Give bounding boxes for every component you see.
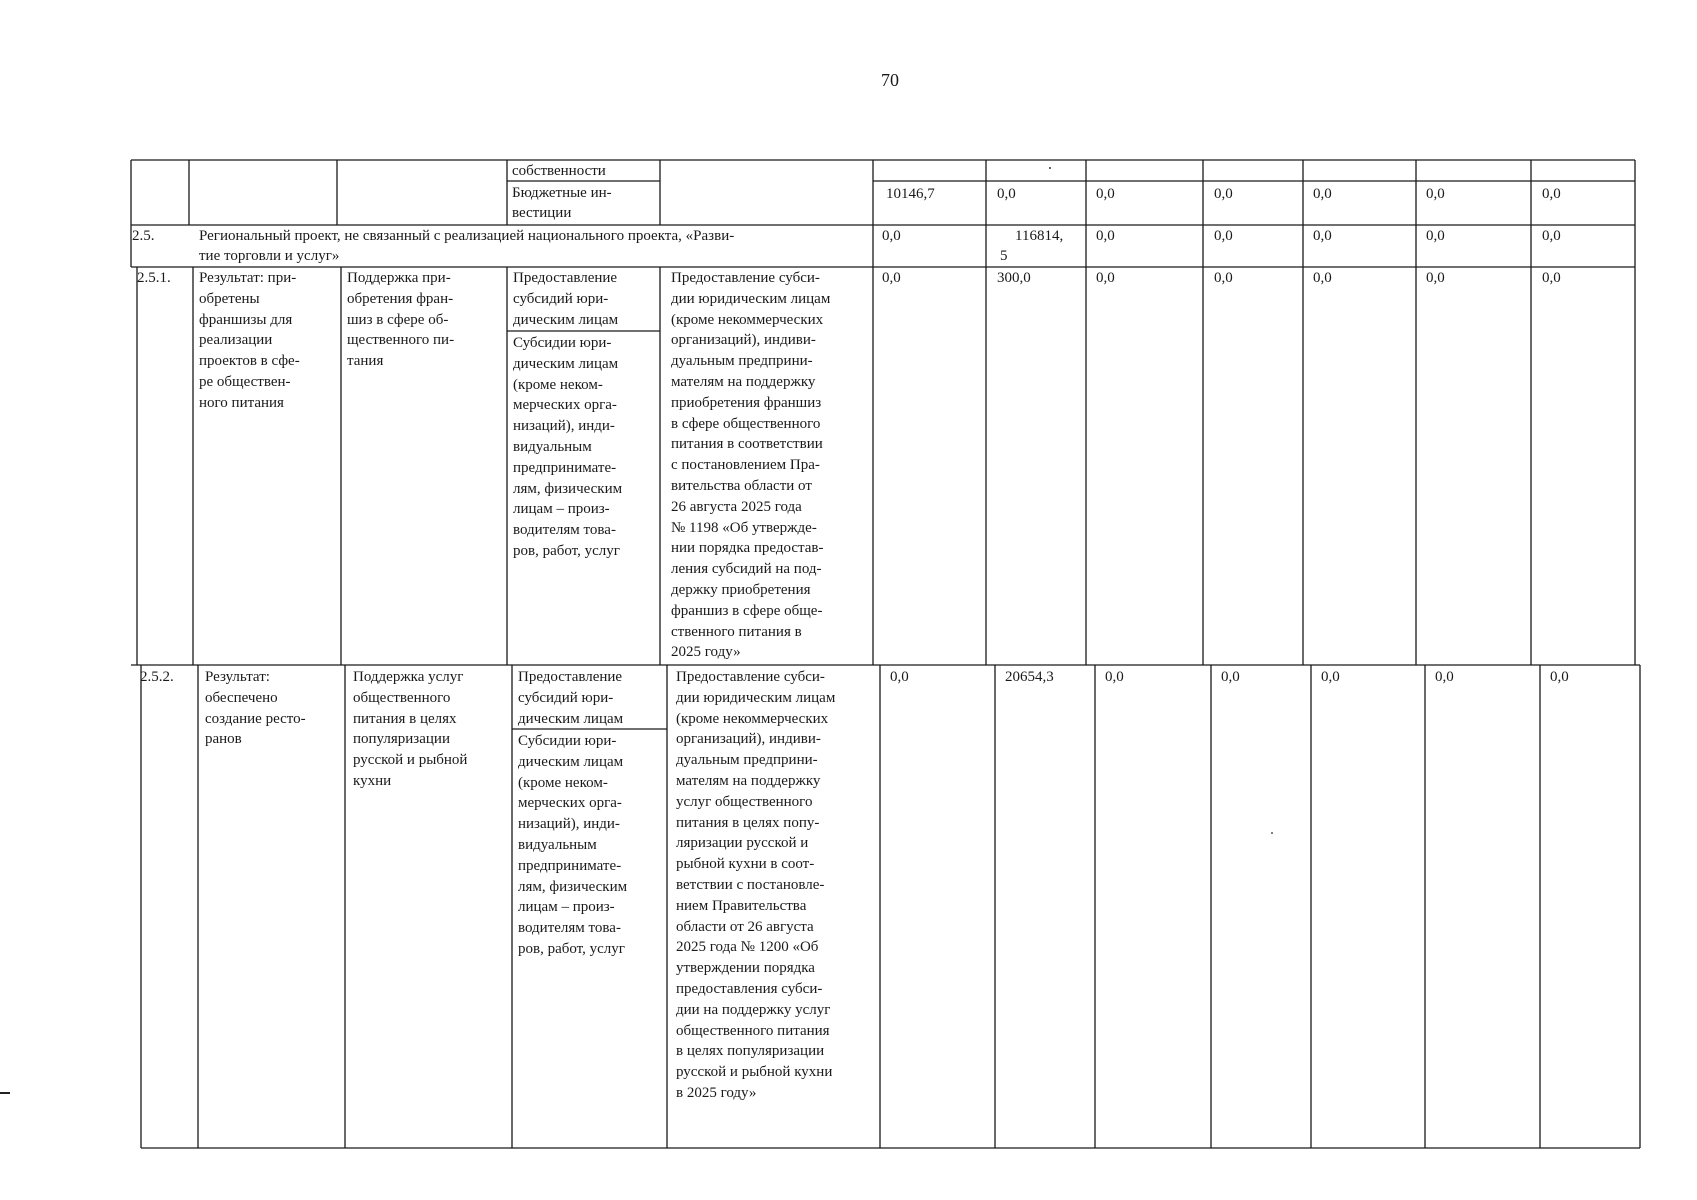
cell-line: дуальным предприни- [671,353,813,370]
cell-type-line: вестиции [512,205,572,221]
value-cell: 10146,7 [886,186,935,202]
cell-line: в целях популяризации [676,1043,825,1060]
cell-line: популяризации [353,731,450,748]
value-cell: 0,0 [1542,228,1561,244]
type-cell [513,268,618,330]
value-cell: 20654,3 [1005,669,1054,685]
cell-line: организаций), индиви- [671,332,816,349]
cell-line: предпринимате- [513,459,617,476]
margin-mark [0,1092,10,1094]
value-cell: 300,0 [997,270,1031,286]
cell-line: водителям това- [513,522,616,539]
cell-line: 2025 году» [671,644,741,661]
cell-line: 26 августа 2025 года [671,498,802,515]
cell-line: водителям това- [518,920,621,937]
cell-line: мателям на поддержку [676,772,821,789]
cell-line: дии юридическим лицам [671,290,831,307]
cell-line: Результат: [205,669,270,685]
value-cell: 0,0 [890,669,909,685]
row-number: 2.5.2. [140,669,174,685]
cell-line: обретены [199,290,260,307]
cell-line: лям, физическим [513,480,623,497]
cell-type-line: собственности [512,163,606,179]
cell-line: видуальным [518,836,597,853]
result-cell [205,667,306,750]
cell-line: питания в целях [353,710,457,727]
cell-line: шиз в сфере об- [347,311,449,328]
cell-line: дии на поддержку услуг [676,1001,831,1018]
cell-line: дическим лицам [513,355,619,372]
cell-line: низаций), инди- [513,418,615,435]
cell-line: предпринимате- [518,857,622,874]
cell-line: питания в целях попу- [676,814,820,831]
value-cell: 0,0 [1435,669,1454,685]
cell-line: мателям на поддержку [671,373,816,390]
value-cell: 0,0 [1221,669,1240,685]
cell-line: рыбной кухни в соот- [676,856,815,873]
type-cell [518,667,623,729]
cell-line: франшиз в сфере обще- [671,602,823,619]
description-cell [671,268,830,663]
value-cell: 0,0 [1542,186,1561,202]
cell-line: субсидий юри- [513,290,609,307]
value-cell: 0,0 [1105,669,1124,685]
cell-line: ров, работ, услуг [518,940,625,957]
row-number: 2.5. [132,228,155,244]
row-number: 2.5.1. [137,270,171,286]
cell-line: тания [347,353,384,370]
cell-line: Предоставление субси- [671,270,820,286]
value-cell: 0,0 [1214,270,1233,286]
cell-line: мерческих орга- [513,397,617,414]
cell-line: реализации [199,332,273,349]
cell-line: Поддержка услуг [353,669,464,685]
cell-line: услуг общественного [676,793,813,810]
cell-line: обеспечено [205,689,278,706]
measure-cell [347,268,454,372]
cell-line: нием Правительства [676,897,807,914]
value-cell: 0,0 [1426,270,1445,286]
cell-line: № 1198 «Об утвержде- [671,519,817,536]
cell-line: (кроме некоммерческих [671,311,824,328]
type-cell [513,333,622,562]
cell-line: субсидий юри- [518,689,614,706]
cell-line: ранов [205,731,242,748]
value-cell: 0,0 [1426,186,1445,202]
cell-line: проектов в сфе- [199,353,300,370]
cell-line: Поддержка при- [347,270,451,286]
cell-line: лицам – произ- [518,899,615,916]
cell-line: (кроме неком- [518,774,608,791]
cell-line: в 2025 году» [676,1084,757,1101]
page-number: 70 [881,70,899,90]
result-cell [199,268,300,414]
cell-line: общественного питания [676,1022,830,1039]
cell-line: предоставления субси- [676,980,823,997]
cell-line: видуальным [513,438,592,455]
cell-line: в сфере общественного [671,415,821,432]
cell-line: русской и рыбной [353,752,468,769]
cell-line: дуальным предприни- [676,752,818,769]
cell-line: Предоставление [513,270,618,286]
cell-line: ров, работ, услуг [513,542,620,559]
value-cell: 0,0 [1214,228,1233,244]
cell-line: области от 26 августа [676,918,814,935]
cell-line: вительства области от [671,477,812,494]
value-cell: 0,0 [997,186,1016,202]
cell-line: утверждении порядка [676,960,815,977]
value-cell: 0,0 [1096,186,1115,202]
cell-line: Субсидии юри- [513,335,612,351]
cell-line: кухни [353,772,392,789]
value-cell: 0,0 [1321,669,1340,685]
cell-line: ственного питания в [671,623,802,640]
cell-line: франшизы для [199,311,293,328]
cell-line: с постановлением Пра- [671,457,820,474]
cell-line: Результат: при- [199,270,297,286]
section-title: Региональный проект, не связанный с реализацией национального проекта, «Разви- [199,228,735,244]
cell-line: дическим лицам [518,753,624,770]
cell-line: общественного [353,689,451,706]
cell-line: Предоставление субси- [676,669,825,685]
cell-line: (кроме неком- [513,376,603,393]
cell-line: 2025 года № 1200 «Об [676,939,819,956]
value-cell: 0,0 [1096,270,1115,286]
description-cell [676,667,835,1104]
cell-line: дическим лицам [518,710,624,727]
cell-line: ре обществен- [199,373,291,390]
cell-line: мерческих орга- [518,795,622,812]
value-cell: 0,0 [882,228,901,244]
cell-line: дии юридическим лицам [676,689,836,706]
cell-line: ления субсидий на под- [671,561,822,578]
scan-speck [1271,832,1273,834]
cell-line: организаций), индиви- [676,731,821,748]
cell-line: создание ресто- [205,710,306,727]
value-cell: 0,0 [1550,669,1569,685]
value-cell: 0,0 [1214,186,1233,202]
cell-line: низаций), инди- [518,816,620,833]
value-cell: 0,0 [1426,228,1445,244]
cell-type-line: Бюджетные ин- [512,185,612,201]
cell-line: щественного пи- [347,332,455,349]
type-cell [518,731,627,960]
cell-line: обретения фран- [347,290,454,307]
cell-line: питания в соответствии [671,436,823,453]
cell-line: (кроме некоммерческих [676,710,829,727]
cell-line: ветствии с постановле- [676,876,825,893]
cell-line: нии порядка предостав- [671,540,824,557]
measure-cell [353,667,467,792]
value-cell: 0,0 [882,270,901,286]
value-cell: 0,0 [1313,270,1332,286]
cell-line: русской и рыбной кухни [676,1064,833,1081]
cell-line: ного питания [199,394,284,411]
scan-speck [1049,167,1051,169]
cell-line: лицам – произ- [513,501,610,518]
cell-line: ляризации русской и [676,835,809,852]
section-title: тие торговли и услуг» [199,248,340,264]
value-cell: 116814, [1015,228,1064,244]
cell-line: Субсидии юри- [518,733,617,749]
value-cell: 0,0 [1542,270,1561,286]
value-cell: 5 [1000,248,1008,264]
value-cell: 0,0 [1096,228,1115,244]
cell-line: держку приобретения [671,581,811,598]
cell-line: дическим лицам [513,311,619,328]
cell-line: лям, физическим [518,878,628,895]
value-cell: 0,0 [1313,186,1332,202]
value-cell: 0,0 [1313,228,1332,244]
cell-line: Предоставление [518,669,623,685]
cell-line: приобретения франшиз [671,394,822,411]
